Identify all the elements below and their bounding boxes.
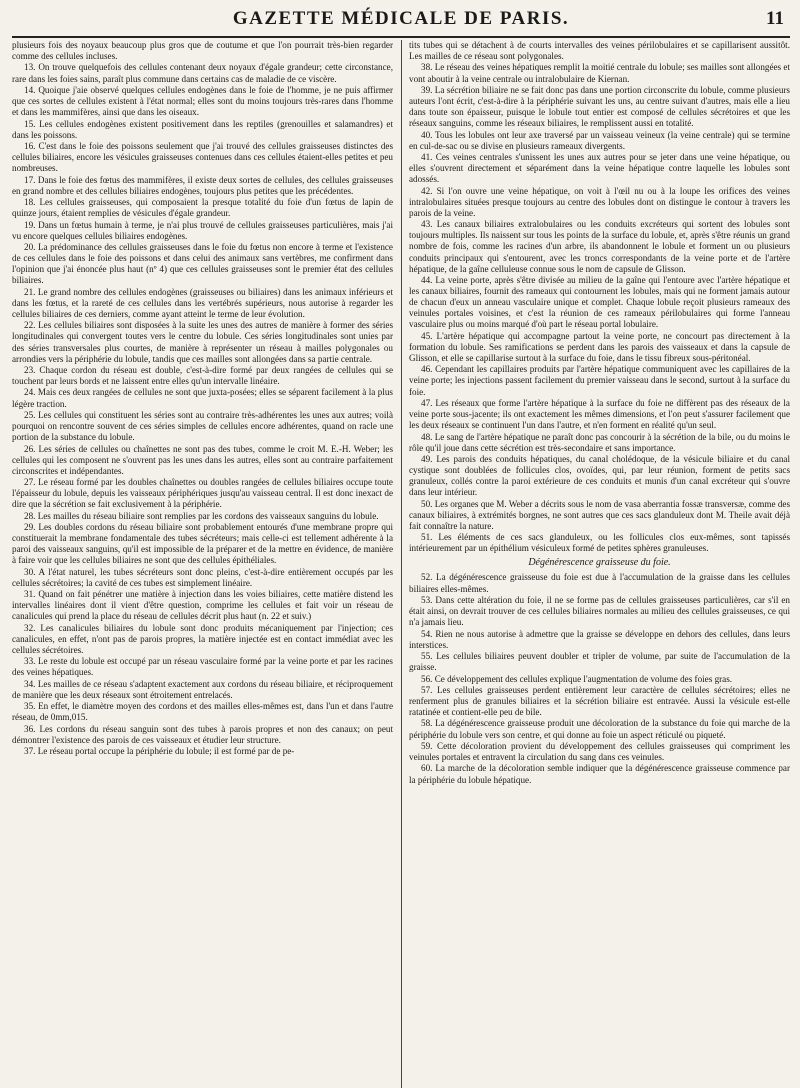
- paragraph: 24. Mais ces deux rangées de cellules ne sont que juxta-posées; elles se séparent facilement à la plus légère traction.: [12, 387, 393, 409]
- paragraph: 14. Quoique j'aie observé quelques cellules endogènes dans le foie de l'homme, je ne puis affirmer que ces sortes de cellules existent à l'état normal; elles sont du moins toujours très-rares dans l'homme et dans les mammifères, ainsi que dans les oiseaux.: [12, 84, 393, 118]
- paragraph: 57. Les cellules graisseuses perdent entièrement leur caractère de cellules sécrétoires; elles ne renferment plus de granules biliaires et la sécrétion biliaire est entravée. Aussi la vésicule est-elle ratatinée et contient-elle peu de bile.: [409, 684, 790, 718]
- paragraph: 23. Chaque cordon du réseau est double, c'est-à-dire formé par deux rangées de cellules qui se touchent par leurs bords et ne laissent entre elles qu'un intervalle linéaire.: [12, 364, 393, 387]
- paragraph: 49. Les parois des conduits hépatiques, du canal cholédoque, de la vésicule biliaire et du canal cystique sont doublées de follicules clos, ovoïdes, qui, par leur réunion, forment de petits sacs granuleux, collés contre la paroi extérieure de ces conduits et munis d'un canal excréteur qui s'ouvre dans leur intérieur.: [409, 454, 790, 498]
- paragraph: 36. Les cordons du réseau sanguin sont des tubes à parois propres et non des canaux; on peut démontrer l'existence des parois de ces vaisseaux et étudier leur structure.: [12, 723, 393, 745]
- paragraph: 30. A l'état naturel, les tubes sécréteurs sont donc pleins, c'est-à-dire entièrement occupés par les cellules sécrétoires; la cavité de ces tubes est simplement linéaire.: [12, 566, 393, 588]
- paragraph: 42. Si l'on ouvre une veine hépatique, on voit à l'œil nu ou à la loupe les orifices des veines intralobulaires situées presque toujours au centre des lobules dont on distingue le contour à travers les parois de la veine.: [409, 185, 790, 218]
- paragraph: 39. La sécrétion biliaire ne se fait donc pas dans une portion circonscrite du lobule, comme plusieurs auteurs l'ont écrit, c'est-à-dire à la périphérie suivant les uns, au centre suivant d'autres, mais elle a lieu dans toute son épaisseur, puisque le lobule tout entier est composé de cellules sécrétoires et que les réseaux sanguins, comme les réseaux biliaires, le remplissent aussi en totalité.: [409, 84, 790, 129]
- paragraph: 40. Tous les lobules ont leur axe traversé par un vaisseau veineux (la veine centrale) qui se termine en cul-de-sac ou se divise en plusieurs rameaux divergents.: [409, 129, 790, 151]
- paragraph: 38. Le réseau des veines hépatiques remplit la moitié centrale du lobule; ses mailles sont allongées et vont aboutir à la veine centrale ou intralobulaire de Kiernan.: [409, 62, 790, 84]
- paragraph: 50. Les organes que M. Weber a décrits sous le nom de vasa aberrantia fossæ transversæ, comme des canaux biliaires, à extrémités borgnes, ne sont autres que ces sacs glanduleux dont M. Theile avait déjà fait connaître la nature.: [409, 498, 790, 531]
- paragraph: 32. Les canalicules biliaires du lobule sont donc produits mécaniquement par l'injection; ces canalicules, en effet, n'ont pas de parois propres, la matière injectée est en contact immédiat avec les cellules sécrétoires.: [12, 622, 393, 655]
- paragraph: 34. Les mailles de ce réseau s'adaptent exactement aux cordons du réseau biliaire, et réciproquement de manière que les deux réseaux sont étroitement entrelacés.: [12, 678, 393, 700]
- paragraph: 35. En effet, le diamètre moyen des cordons et des mailles elles-mêmes est, dans l'un et dans l'autre réseau, de 0mm,015.: [12, 701, 393, 723]
- right-column-paragraphs: [409, 40, 790, 554]
- paragraph: 45. L'artère hépatique qui accompagne partout la veine porte, ne concourt pas directement à la formation du lobule. Ses ramifications se perdent dans les parois des vaisseaux et dans la capsule de Glisson, et elle se capillarise surtout à la surface du foie, dans le tissu fibreux sous-péritonéal.: [409, 330, 790, 363]
- paragraph: 59. Cette décoloration provient du développement des cellules graisseuses qui compriment les veinules portales et entravent la circulation du sang dans ces veinules.: [409, 740, 790, 763]
- paragraph: 47. Les réseaux que forme l'artère hépatique à la surface du foie ne diffèrent pas des réseaux de la veine porte sous-jacente; ils ont exactement les mêmes dimensions, et l'on peut s'assurer facilement que les deux réseaux se continuent l'un dans l'autre, et n'en forment en réalité qu'un seul.: [409, 397, 790, 431]
- paragraph: 58. La dégénérescence graisseuse produit une décoloration de la substance du foie qui marche de la périphérie du lobule vers son centre, et qui donne au foie un aspect réticulé ou piqueté.: [409, 718, 790, 740]
- paragraph: 27. Le réseau formé par les doubles chaînettes ou doubles rangées de cellules biliaires occupe toute l'épaisseur du lobule, depuis les vaisseaux périphériques jusqu'au vaisseau central. Il est donc inexact de dire que la sécrétion se fait exclusivement à la périphérie.: [12, 477, 393, 510]
- paragraph: 41. Ces veines centrales s'unissent les unes aux autres pour se jeter dans une veine hépatique, ou elles s'ouvrent directement et séparément dans la veine hépatique contre laquelle les lobules sont adossés.: [409, 152, 790, 185]
- paragraph: 51. Les éléments de ces sacs glanduleux, ou les follicules clos eux-mêmes, sont tapissés intérieurement par un épithélium vésiculeux formé de petites sphères granuleuses.: [409, 532, 790, 554]
- paragraph: 48. Le sang de l'artère hépatique ne paraît donc pas concourir à la sécrétion de la bile, ou du moins le rôle qu'il joue dans cette sécrétion est très-secondaire et sans importance.: [409, 431, 790, 453]
- paragraph: 22. Les cellules biliaires sont disposées à la suite les unes des autres de manière à former des séries longitudinales qui convergent toutes vers le centre du lobule. Ces séries longitudinales sont unies par des séries transversales plus courtes, de manière à représenter un réseau à mailles polygonales ou arrondies vers la périphérie du lobule, tandis que ces mailles sont allongées dans sa partie centrale.: [12, 320, 393, 364]
- paragraph: 44. La veine porte, après s'être divisée au milieu de la gaîne qui l'entoure avec l'artère hépatique et les canaux biliaires, fournit des rameaux qui contournent les lobules, mais qui ne forment jamais autour de chacun d'eux un anneau vasculaire unique et complet. Chaque lobule reçoit plusieurs rameaux des veinules portales voisines, et c'est la réunion de ces rameaux périlobulaires qui forme l'anneau vasculaire plus ou moins marqué d'où part le réseau portal lobulaire.: [409, 275, 790, 330]
- paragraph: 28. Les mailles du réseau biliaire sont remplies par les cordons des vaisseaux sanguins du lobule.: [24, 510, 379, 521]
- paragraph: 37. Le réseau portal occupe la périphérie du lobule; il est formé par de pe-: [24, 746, 295, 757]
- paragraph: plusieurs fois des noyaux beaucoup plus gros que de coutume et que l'on pourrait très-bien regarder comme des cellules incluses.: [12, 40, 393, 62]
- paragraph: 60. La marche de la décoloration semble indiquer que la dégénérescence graisseuse commence par la périphérie du lobule hépatique.: [409, 763, 790, 785]
- paragraph: 15. Les cellules endogènes existent positivement dans les reptiles (grenouilles et salamandres) et dans les poissons.: [12, 118, 393, 140]
- paragraph: 33. Le reste du lobule est occupé par un réseau vasculaire formé par la veine porte et par les racines des veines hépatiques.: [12, 656, 393, 678]
- paragraph: 55. Les cellules biliaires peuvent doubler et tripler de volume, par suite de l'accumulation de la graisse.: [409, 651, 790, 673]
- paragraph: 53. Dans cette altération du foie, il ne se forme pas de cellules graisseuses particulières, car s'il en était ainsi, on devrait trouver de ces cellules biliaires normales au milieu des cellules graisseuses, ce qui n'a jamais lieu.: [409, 594, 790, 628]
- paragraph: 16. C'est dans le foie des poissons seulement que j'ai trouvé des cellules graisseuses distinctes des cellules biliaires, encore les vésicules graisseuses contenues dans ces cellules étaient-elles petites et peu nombreuses.: [12, 141, 393, 174]
- paragraph: 56. Ce développement des cellules explique l'augmentation de volume des foies gras.: [421, 673, 733, 684]
- paragraph: 29. Les doubles cordons du réseau biliaire sont probablement entourés d'une membrane propre qui constituerait la membrane fondamentale des tubes sécréteurs; mais celle-ci est tellement adhérente à la paroi des vaisseaux sanguins, qu'il est impossible de la préparer et de la mettre en évidence, de manière à faire voir que les cellules biliaires ne sont que des cellules épithéliales.: [12, 522, 393, 566]
- paragraph: 21. Le grand nombre des cellules endogènes (graisseuses ou biliaires) dans les animaux inférieurs et dans les fœtus, et la rareté de ces cellules dans les vertébrés supérieurs, nous autorise à regarder les cellules biliaires de ces derniers, comme ayant atteint le terme de leur évolution.: [12, 286, 393, 319]
- paragraph: 17. Dans le foie des fœtus des mammifères, il existe deux sortes de cellules, des cellules graisseuses en grand nombre et des cellules biliaires endogènes, toujours plus petites que les précédentes.: [12, 174, 393, 196]
- paragraph: 26. Les séries de cellules ou chaînettes ne sont pas des tubes, comme le croit M. E.-H. Weber; les cellules qui les composent ne s'ouvrent pas les unes dans les autres, elles sont au contraire parfaitement circonscrites et indépendantes.: [12, 443, 393, 476]
- column-divider: [401, 40, 402, 1088]
- page-number: 11: [766, 8, 784, 29]
- page-header: [12, 8, 790, 38]
- paragraph: 54. Rien ne nous autorise à admettre que la graisse se développe en dehors des cellules, dans leurs interstices.: [409, 628, 790, 650]
- section-heading: Dégénérescence graisseuse du foie.: [528, 557, 671, 569]
- paragraph: tits tubes qui se détachent à de courts intervalles des veines périlobulaires et se capillarisent aussitôt. Les mailles de ce réseau sont polygonales.: [409, 40, 790, 62]
- paragraph: 18. Les cellules graisseuses, qui composaient la presque totalité du foie d'un fœtus de lapin de quinze jours, étaient remplies de vésicules d'égale grandeur.: [12, 197, 393, 219]
- paragraph: 43. Les canaux biliaires extralobulaires ou les conduits excréteurs qui sortent des lobules sont toujours multiples. Ils naissent sur tous les points de la surface du lobule, et, après s'être réunis un grand nombre de fois, comme les racines d'un arbre, ils abandonnent le lobule et forment un ou plusieurs conduits principaux qui s'entourent, avec les troncs correspondants de la veine porte et de l'artère hépatique, de la gaîne celluleuse connue sous le nom de capsule de Glisson.: [409, 219, 790, 274]
- right-column: [409, 40, 790, 1088]
- paragraph: 20. La prédominance des cellules graisseuses dans le foie du fœtus non encore à terme et l'existence de ces cellules dans le foie des poissons et dans celui des animaux sans vertèbres, me confirment dans l'opinion que j'ai énoncée plus haut (nº 4) que ces cellules graisseuses sont le premier état des cellules biliaires.: [12, 242, 393, 286]
- paragraph: 31. Quand on fait pénétrer une matière à injection dans les voies biliaires, cette matière distend les intervalles linéaires dont il vient d'être question, comprime les cellules et fait voir un réseau de canalicules qui prend la place du réseau de cellules décrit plus haut (n. 22 et suiv.): [12, 589, 393, 622]
- right-column-section-paragraphs: [409, 572, 790, 785]
- running-title: GAZETTE MÉDICALE DE PARIS.: [232, 8, 570, 29]
- left-column: [12, 40, 393, 1088]
- paragraph: 25. Les cellules qui constituent les séries sont au contraire très-adhérentes les unes aux autres; voilà pourquoi on rencontre souvent de ces séries simples de cellules encore adhérentes, quand on racle une portion de la substance du lobule.: [12, 409, 393, 443]
- text-columns: [12, 40, 790, 1088]
- paragraph: 46. Cependant les capillaires produits par l'artère hépatique communiquent avec les capillaires de la veine porte; les injections passent facilement du premier vaisseau dans le second, surtout à la surface du foie.: [409, 364, 790, 397]
- paragraph: 19. Dans un fœtus humain à terme, je n'ai plus trouvé de cellules graisseuses particulières, mais j'ai vu encore quelques cellules biliaires endogènes.: [12, 219, 393, 241]
- paragraph: 13. On trouve quelquefois des cellules contenant deux noyaux d'égale grandeur; cette circonstance, rare dans les foies sains, paraît plus commune dans certains cas de maladie de ce viscère.: [12, 62, 393, 84]
- paragraph: 52. La dégénérescence graisseuse du foie est due à l'accumulation de la graisse dans les cellules biliaires elles-mêmes.: [409, 572, 790, 594]
